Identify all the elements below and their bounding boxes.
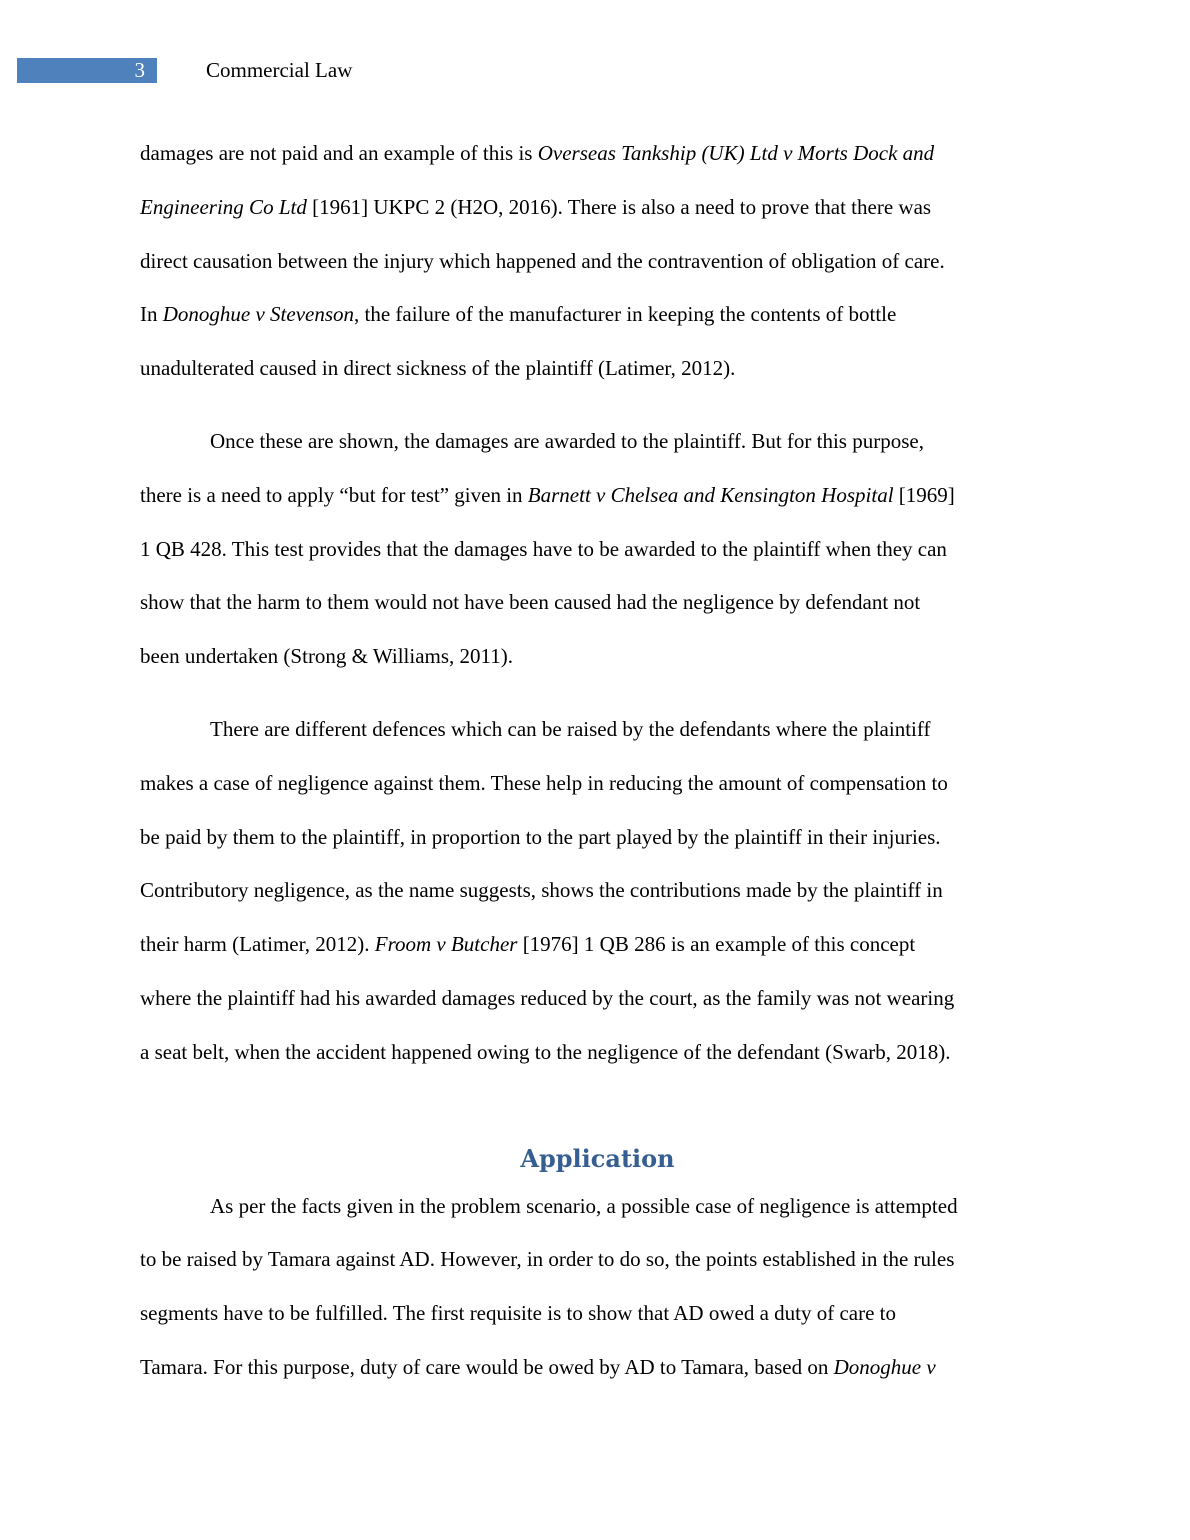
document-body [140, 127, 1055, 1395]
rules-section [140, 127, 1055, 1080]
text-run: been undertaken (Strong & Williams, 2011). [140, 644, 513, 669]
text-line [140, 235, 1055, 289]
text-line [140, 1287, 1055, 1341]
text-line [140, 288, 1055, 342]
page-number: 3 [134, 58, 145, 82]
text-line [140, 415, 1055, 469]
text-line [140, 1180, 1055, 1234]
text-run: a seat belt, when the accident happened owing to the negligence of the defendant (Swarb, 2018). [140, 1039, 951, 1064]
text-run: [1976] 1 QB 286 is an example of this concept [517, 932, 916, 957]
text-line [140, 1026, 1055, 1080]
text-run: As per the facts given in the problem scenario, a possible case of negligence is attempted [210, 1193, 958, 1218]
header-title: Commercial Law [206, 58, 353, 82]
text-run: be paid by them to the plaintiff, in proportion to the part played by the plaintiff in their injuries. [140, 824, 941, 849]
paragraph [140, 1180, 1055, 1395]
text-run: There are different defences which can be raised by the defendants where the plaintiff [210, 716, 931, 741]
text-line [140, 469, 1055, 523]
text-run: their harm (Latimer, 2012). [140, 932, 375, 957]
case-citation: Overseas Tankship (UK) Ltd v Morts Dock and [537, 141, 935, 165]
text-line [140, 342, 1055, 396]
text-line [140, 576, 1055, 630]
text-line [140, 864, 1055, 918]
text-line [140, 703, 1055, 757]
text-run: show that the harm to them would not have been caused had the negligence by defendant not [140, 590, 921, 615]
header-page-number-bar [17, 58, 157, 83]
text-run: [1969] [893, 482, 955, 507]
text-line [140, 757, 1055, 811]
text-run: segments have to be fulfilled. The first requisite is to show that AD owed a duty of care to [140, 1301, 897, 1326]
text-line [140, 127, 1055, 181]
application-section [140, 1180, 1055, 1395]
text-run: In [140, 302, 163, 327]
section-heading-application: Application [520, 1143, 675, 1173]
text-run: Tamara. For this purpose, duty of care would be owed by AD to Tamara, based on [140, 1354, 834, 1379]
text-line [140, 1341, 1055, 1395]
text-line [140, 918, 1055, 972]
text-run: damages are not paid and an example of this is [140, 141, 538, 165]
text-run: where the plaintiff had his awarded damages reduced by the court, as the family was not wearing [140, 985, 955, 1010]
text-run: there is a need to apply “but for test” given in [140, 482, 528, 507]
case-citation: Barnett v Chelsea and Kensington Hospital [527, 482, 894, 507]
text-run: Contributory negligence, as the name suggests, shows the contributions made by the plaintiff in [140, 878, 943, 903]
text-line [140, 811, 1055, 865]
text-run: 1 QB 428. This test provides that the damages have to be awarded to the plaintiff when they can [140, 536, 947, 561]
text-line [140, 181, 1055, 235]
paragraph [140, 703, 1055, 1080]
text-run: [1961] UKPC 2 (H2O, 2016). There is also a need to prove that there was [306, 194, 932, 219]
text-line [140, 1233, 1055, 1287]
text-run: makes a case of negligence against them. These help in reducing the amount of compensation to [140, 770, 948, 795]
text-line [140, 972, 1055, 1026]
text-run: Once these are shown, the damages are awarded to the plaintiff. But for this purpose, [210, 428, 924, 453]
text-line [140, 523, 1055, 577]
paragraph [140, 127, 1055, 396]
text-run: to be raised by Tamara against AD. However, in order to do so, the points established in the rules [140, 1247, 955, 1272]
text-run: direct causation between the injury which happened and the contravention of obligation of care. [140, 248, 945, 273]
case-citation: Donoghue v [833, 1354, 936, 1379]
text-run: unadulterated caused in direct sickness of the plaintiff (Latimer, 2012). [140, 356, 736, 381]
text-run: , the failure of the manufacturer in keeping the contents of bottle [354, 302, 897, 327]
case-citation: Engineering Co Ltd [140, 194, 307, 219]
case-citation: Froom v Butcher [374, 932, 518, 957]
text-line [140, 630, 1055, 684]
paragraph [140, 415, 1055, 684]
case-citation: Donoghue v Stevenson [162, 302, 355, 327]
